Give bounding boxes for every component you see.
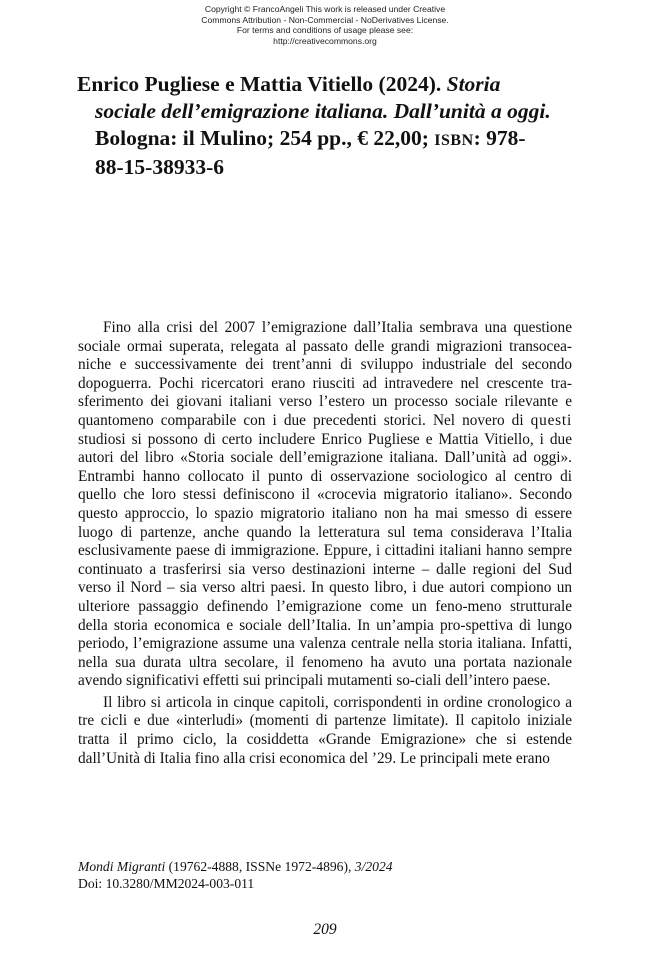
review-body: [78, 319, 572, 768]
paragraph: [78, 319, 572, 691]
isbn-label: ISBN: [434, 132, 474, 149]
license-notice: [0, 4, 650, 46]
review-title: Storia: [446, 72, 501, 96]
isbn-value-cont: 88-15-38933-6: [95, 155, 224, 179]
journal-name: Mondi Migranti: [78, 859, 166, 874]
doi[interactable]: Doi: 10.3280/MM2024-003-011: [78, 876, 255, 891]
license-line: Commons Attribution - Non-Commercial - NoDerivatives License.: [201, 14, 449, 25]
review-heading: [77, 71, 587, 181]
paragraph-text: Fino alla crisi del 2007 l’emigrazione dall’Italia sembrava una questione sociale ormai superata, relegata al passato delle grandi migrazioni transocea-niche e successivamente dei trent’anni di sviluppo industriale del secondo dopoguerra. Pochi ricercatori erano riusciti ad intravedere nel crescente tra-sferimento dei giovani italiani verso l’estero un processo sociale rilevante e quantomeno comparabile con i due precedenti storici. Nel novero di: [78, 319, 572, 429]
license-line: For terms and conditions of usage please see:: [236, 25, 414, 35]
license-line: Copyright © FrancoAngeli This work is released under Creative: [204, 4, 446, 14]
paragraph: Il libro si articola in cinque capitoli, corrispondenti in ordine cronologico a tre cicli e due «interludi» (momenti di partenze limitate). Il capitolo iniziale tratta il primo ciclo, la cosiddetta «Grande Emigrazione» che si estende dall’Unità di Italia fino alla crisi economica del ’29. Le principali mete erano: [78, 693, 572, 767]
paragraph-text: studiosi si possono di certo includere Enrico Pugliese e Mattia Vitiello, i due autori del libro «Storia sociale dell’emigrazione italiana. Dall’unità ad oggi». Entrambi hanno collocato il punto di osservazione sociologico al centro di quello che loro stessi definiscono il «crocevia migratorio italiano». Secondo questo approccio, lo spazio migratorio italiano non ha mai smesso di essere luogo di partenze, anche quando la letteratura sul tema considerava l’Italia esclusivamente paese di immigrazione. Eppure, i cittadini italiani hanno sempre continuato a trasferirsi sia verso destinazioni interne – dalle regioni del Sud verso il Nord – sia verso altri paesi. In questo libro, i due autori compiono un ulteriore passaggio definendo l’emigrazione come un feno-meno strutturale della storia economica e sociale dell’Italia. In un’ampia pro-spettiva di lungo periodo, l’emigrazione assume una valenza centrale nella storia italiana. Infatti, nella sua durata ultra secolare, il fenomeno ha avuto una portata nazionale avendo significativi effetti sui principali mutamenti so-ciali dell’intero paese.: [78, 430, 572, 690]
review-authors: Enrico Pugliese e Mattia Vitiello (2024).: [77, 72, 442, 96]
journal-citation: [78, 858, 393, 892]
review-title-cont: sociale dell’emigrazione italiana. Dall’unità a oggi.: [95, 99, 551, 123]
review-publisher: Bologna: il Mulino; 254 pp., € 22,00;: [95, 126, 429, 150]
license-link[interactable]: http://creativecommons.org: [273, 35, 377, 46]
isbn-value: : 978-: [473, 126, 526, 150]
journal-issn: (19762-4888, ISSNe 1972-4896),: [165, 859, 355, 874]
paragraph-text: questi: [530, 411, 573, 429]
page-number: 209: [313, 921, 337, 938]
journal-issue: 3/2024: [354, 859, 393, 874]
